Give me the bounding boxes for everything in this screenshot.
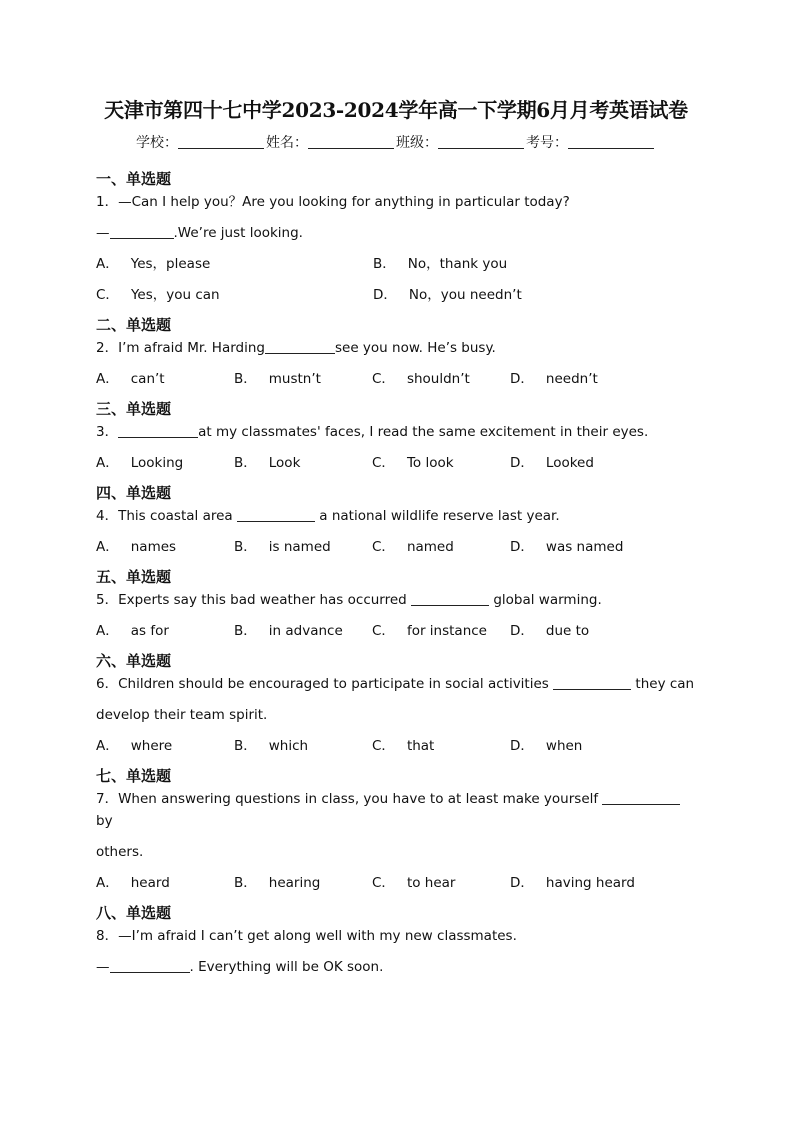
option-text: named [406,539,454,555]
section-heading: 七、单选题 [96,767,172,785]
stem-text: 4．This coastal area [96,508,233,524]
question-4 [96,482,696,558]
option-text: No，you needn’t [408,287,522,303]
stem-text: 3． [96,424,119,440]
question-6 [96,650,696,757]
section-heading: 五、单选题 [96,568,172,586]
option-letter: D． [373,287,397,303]
option-c[interactable] [372,620,510,642]
exam-title: 天津市第四十七中学2023-2024学年高一下学期6月月考英语试卷 [104,98,688,122]
option-letter: B． [373,256,396,272]
option-text: that [406,738,435,754]
option-letter: B． [234,539,257,555]
stem-text: 1．—Can I help you？Are you looking for anything in particular today? [96,194,570,210]
option-letter: A． [96,256,119,272]
option-letter: B． [234,738,257,754]
option-text: is named [268,539,331,555]
option-letter: B． [234,371,257,387]
option-letter: A． [96,371,119,387]
option-a[interactable] [96,735,234,757]
option-letter: C． [372,738,395,754]
student-info-row [96,132,696,154]
question-stem [96,673,696,695]
class-label: 班级： [396,135,438,151]
option-letter: C． [372,539,395,555]
number-blank[interactable] [568,134,654,149]
section-heading: 一、单选题 [96,170,172,188]
section-heading: 二、单选题 [96,316,172,334]
option-c[interactable] [372,872,510,894]
option-text: needn’t [545,371,598,387]
option-letter: D． [510,875,534,891]
option-letter: A． [96,738,119,754]
option-text: Looked [545,455,594,471]
answer-blank[interactable] [265,340,335,354]
exam-page [96,96,696,986]
option-a[interactable] [96,452,234,474]
answer-blank[interactable] [110,225,174,239]
stem-text: . Everything will be OK soon. [189,959,384,975]
question-response-line [96,222,696,244]
options [96,735,696,757]
option-d[interactable] [510,368,648,390]
question-stem [96,191,696,213]
option-text: hearing [268,875,321,891]
option-a[interactable] [96,620,234,642]
stem-text: 2．I’m afraid Mr. Harding [96,340,265,356]
option-letter: D． [510,623,534,639]
option-letter: C． [372,875,395,891]
class-blank[interactable] [438,134,524,149]
stem-text: 8．—I’m afraid I can’t get along well with my new classmates. [96,928,517,944]
section-heading: 八、单选题 [96,904,172,922]
option-text: as for [130,623,169,639]
question-5 [96,566,696,642]
option-b[interactable] [234,368,372,390]
option-letter: D． [510,371,534,387]
option-d[interactable] [510,536,648,558]
question-7 [96,765,696,894]
options [96,253,696,315]
option-text: To look [406,455,454,471]
answer-blank[interactable] [602,791,680,805]
options [96,872,696,894]
school-blank[interactable] [178,134,264,149]
option-text: No，thank you [407,256,508,272]
option-b[interactable] [234,872,372,894]
option-d[interactable] [510,620,648,642]
option-c[interactable] [372,536,510,558]
answer-blank[interactable] [553,676,631,690]
stem-text: a national wildlife reserve last year. [319,508,560,524]
options [96,452,696,474]
option-letter: B． [234,623,257,639]
option-text: mustn’t [268,371,321,387]
question-2 [96,314,696,390]
option-letter: A． [96,875,119,891]
options [96,620,696,642]
option-c[interactable] [372,368,510,390]
question-1 [96,168,696,315]
option-text: heard [130,875,170,891]
option-b[interactable] [373,253,650,275]
question-stem [96,925,696,947]
option-text: Look [268,455,301,471]
option-text: when [545,738,583,754]
stem-text: .We’re just looking. [173,225,303,241]
number-label: 考号： [526,135,568,151]
option-b[interactable] [234,536,372,558]
dash: — [96,959,110,975]
option-a[interactable] [96,872,234,894]
answer-blank[interactable] [118,424,198,438]
option-letter: B． [234,455,257,471]
school-label: 学校： [136,135,178,151]
option-d[interactable] [510,735,648,757]
option-letter: A． [96,539,119,555]
question-8 [96,902,696,978]
option-a[interactable] [96,368,234,390]
stem-text: 6．Children should be encouraged to participate in social activities [96,676,549,692]
option-text: Looking [130,455,184,471]
stem-text: at my classmates' faces, I read the same excitement in their eyes. [198,424,649,440]
stem-text: by [96,813,113,829]
option-letter: A． [96,455,119,471]
option-letter: D． [510,455,534,471]
question-list [96,168,696,978]
question-3 [96,398,696,474]
option-text: which [268,738,309,754]
options [96,536,696,558]
option-letter: C． [372,371,395,387]
stem-text: they can [635,676,695,692]
option-b[interactable] [234,620,372,642]
option-b[interactable] [234,735,372,757]
section-heading: 三、单选题 [96,400,172,418]
option-text: Yes，you can [130,287,220,303]
option-text: for instance [406,623,487,639]
stem-text: global warming. [493,592,602,608]
question-stem-continued [96,704,696,726]
section-heading: 四、单选题 [96,484,172,502]
option-c[interactable] [96,284,373,306]
stem-text: 5．Experts say this bad weather has occurred [96,592,407,608]
option-text: was named [545,539,624,555]
option-text: Yes，please [130,256,211,272]
question-stem [96,788,696,832]
stem-text: develop their team spirit. [96,707,268,723]
option-text: where [130,738,173,754]
stem-text: see you now. He’s busy. [335,340,496,356]
option-letter: C． [372,455,395,471]
option-text: names [130,539,177,555]
dash: — [96,225,110,241]
option-a[interactable] [96,536,234,558]
option-text: shouldn’t [406,371,470,387]
answer-blank[interactable] [110,959,190,973]
name-blank[interactable] [308,134,394,149]
stem-text: others. [96,844,144,860]
option-d[interactable] [510,872,648,894]
question-stem [96,337,696,359]
option-letter: C． [96,287,119,303]
option-letter: A． [96,623,119,639]
section-heading: 六、单选题 [96,652,172,670]
option-text: having heard [545,875,635,891]
option-b[interactable] [234,452,372,474]
question-stem-continued [96,841,696,863]
option-a[interactable] [96,253,373,275]
option-text: due to [545,623,590,639]
option-letter: C． [372,623,395,639]
option-text: to hear [406,875,456,891]
option-d[interactable] [510,452,648,474]
option-letter: B． [234,875,257,891]
question-response-line [96,956,696,978]
stem-text: 7．When answering questions in class, you have to at least make yourself [96,791,599,807]
option-letter: D． [510,539,534,555]
question-stem [96,589,696,611]
option-d[interactable] [373,284,650,306]
options [96,368,696,390]
option-text: in advance [268,623,343,639]
option-c[interactable] [372,452,510,474]
question-stem [96,505,696,527]
answer-blank[interactable] [411,592,489,606]
option-text: can’t [130,371,165,387]
question-stem [96,421,696,443]
option-c[interactable] [372,735,510,757]
name-label: 姓名： [266,135,308,151]
answer-blank[interactable] [237,508,315,522]
option-letter: D． [510,738,534,754]
